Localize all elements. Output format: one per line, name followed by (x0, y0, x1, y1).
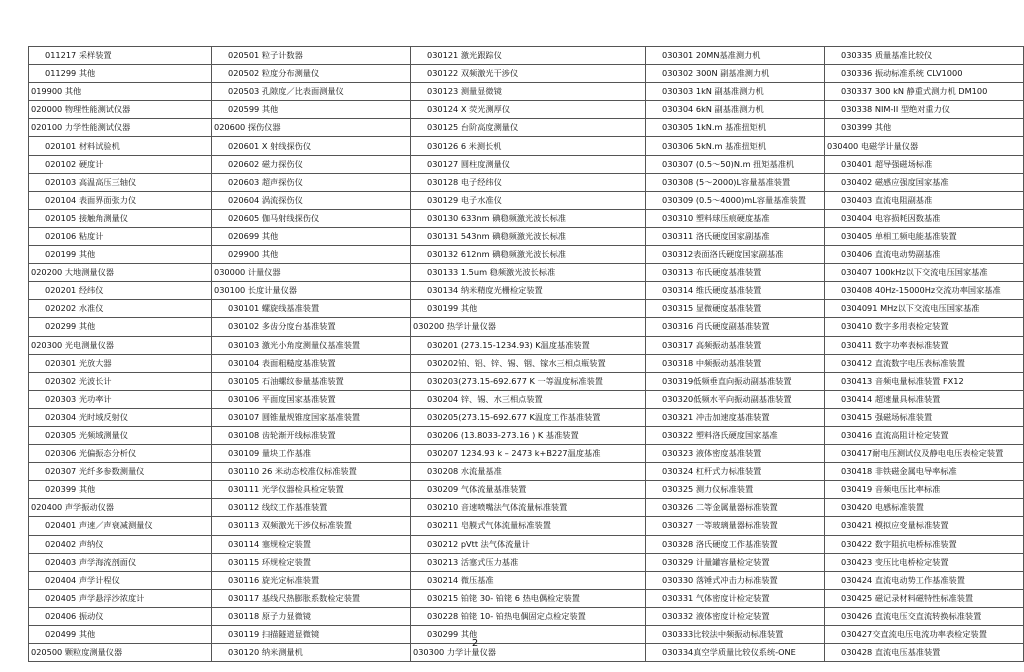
table-cell: 020604 涡流探伤仪 (212, 191, 411, 209)
table-cell: 030400 电磁学计量仪器 (825, 137, 1024, 155)
table-cell: 030420 电感标准装置 (825, 499, 1024, 517)
table-cell: 030301 20MN基准测力机 (646, 47, 825, 65)
table-row (29, 246, 1024, 264)
table-cell: 030326 二等金属量器标准装置 (646, 499, 825, 517)
table-row (29, 481, 1024, 499)
table-row (29, 445, 1024, 463)
table-row (29, 318, 1024, 336)
table-cell: 030102 多齿分度台基准装置 (212, 318, 411, 336)
table-cell: 020302 光波长计 (29, 372, 212, 390)
table-row (29, 517, 1024, 535)
table-cell: 030212 pVtt 法气体流量计 (411, 535, 646, 553)
table-cell: 030200 热学计量仪器 (411, 318, 646, 336)
instrument-code-table (28, 46, 1024, 662)
table-row (29, 571, 1024, 589)
table-cell: 030299 其他 (411, 626, 646, 644)
table-cell: 030413 音频电量标准装置 FX12 (825, 372, 1024, 390)
table-cell: 030117 基线尺热膨胀系数检定装置 (212, 589, 411, 607)
table-cell: 030205(273.15-692.677 K温度工作基准装置 (411, 408, 646, 426)
table-cell: 030112 线纹工作基准装置 (212, 499, 411, 517)
table-cell: 030311 洛氏硬度国家副基准 (646, 227, 825, 245)
table-cell: 020301 光放大器 (29, 354, 212, 372)
table-row (29, 83, 1024, 101)
table-cell: 030334真空学质量比较仪系统-ONE (646, 644, 825, 662)
table-cell: 030418 非铁磁金属电导率标准 (825, 463, 1024, 481)
table-cell: 030321 冲击加速度基准装置 (646, 408, 825, 426)
table-cell: 030121 激光跟踪仪 (411, 47, 646, 65)
table-cell: 020199 其他 (29, 246, 212, 264)
table-cell: 030412 直流数字电压表标准装置 (825, 354, 1024, 372)
table-cell: 030408 40Hz-15000Hz交流功率国家基准 (825, 282, 1024, 300)
table-cell: 030124 X 荧光测厚仪 (411, 101, 646, 119)
table-cell: 030130 633nm 碘稳频激光波长标准 (411, 209, 646, 227)
table-cell: 030422 数字阻抗电桥标准装置 (825, 535, 1024, 553)
table-row (29, 47, 1024, 65)
table-cell: 030330 落锤式冲击力标准装置 (646, 571, 825, 589)
table-cell: 011217 采样装置 (29, 47, 212, 65)
table-cell: 020304 光时域反射仪 (29, 408, 212, 426)
table-cell: 030000 计量仪器 (212, 264, 411, 282)
table-cell: 030416 直流高阻计检定装置 (825, 426, 1024, 444)
table-cell: 030310 塑料球压痕硬度基准 (646, 209, 825, 227)
table-cell: 030108 齿轮渐开线标准装置 (212, 426, 411, 444)
table-row (29, 607, 1024, 625)
table-row (29, 264, 1024, 282)
table-row (29, 137, 1024, 155)
table-cell: 030411 数字功率表标准装置 (825, 336, 1024, 354)
table-cell: 030128 电子经纬仪 (411, 173, 646, 191)
table-row (29, 390, 1024, 408)
table-cell: 030201 (273.15-1234.93) K温度基准装置 (411, 336, 646, 354)
table-cell: 030208 水流量基准 (411, 463, 646, 481)
table-cell: 020605 伽马射线探伤仪 (212, 209, 411, 227)
table-cell: 020102 硬度计 (29, 155, 212, 173)
table-cell: 030109 量块工作基准 (212, 445, 411, 463)
table-cell: 030327 一等玻璃量器标准装置 (646, 517, 825, 535)
table-cell: 030338 NIM-II 型绝对重力仪 (825, 101, 1024, 119)
table-cell: 020501 粒子计数器 (212, 47, 411, 65)
table-cell: 030228 铂铑 10- 铂热电偶固定点检定装置 (411, 607, 646, 625)
table-cell: 030309 (0.5～4000)mL容量基准装置 (646, 191, 825, 209)
table-cell: 030304 6kN 副基准测力机 (646, 101, 825, 119)
table-cell: 020401 声速／声衰减测量仪 (29, 517, 212, 535)
table-cell: 030419 音频电压比率标准 (825, 481, 1024, 499)
table-row (29, 119, 1024, 137)
table-cell: 0304091 MHz以下交流电压国家基准 (825, 300, 1024, 318)
table-cell: 020103 高温高压三轴仪 (29, 173, 212, 191)
table-cell: 030120 纳米测量机 (212, 644, 411, 662)
table-row (29, 209, 1024, 227)
table-cell: 030302 300N 副基准测力机 (646, 65, 825, 83)
table-row (29, 173, 1024, 191)
table-cell: 030202铂、铝、锌、锡、铟、镓水三相点瓶装置 (411, 354, 646, 372)
table-cell: 030337 300 kN 静重式测力机 DM100 (825, 83, 1024, 101)
table-cell: 030206 (13.8033-273.16 ) K 基准装置 (411, 426, 646, 444)
table-cell: 030313 布氏硬度基准装置 (646, 264, 825, 282)
table-row (29, 535, 1024, 553)
table-cell: 030211 皂膜式气体流量标准装置 (411, 517, 646, 535)
table-cell: 020200 大地测量仪器 (29, 264, 212, 282)
table-cell: 020499 其他 (29, 626, 212, 644)
table-cell: 030325 测力仪标准装置 (646, 481, 825, 499)
table-cell: 030410 数字多用表检定装置 (825, 318, 1024, 336)
table-cell: 030209 气体流量基准装置 (411, 481, 646, 499)
table-cell: 020305 光频域测量仪 (29, 426, 212, 444)
table-cell: 030404 电容损耗因数基准 (825, 209, 1024, 227)
table-cell: 020105 接触角测量仪 (29, 209, 212, 227)
table-cell: 030214 微压基准 (411, 571, 646, 589)
table-cell: 030133 1.5um 稳频激光波长标准 (411, 264, 646, 282)
table-row (29, 553, 1024, 571)
table-cell: 020307 光纤多参数测量仪 (29, 463, 212, 481)
table-cell: 030129 电子水准仪 (411, 191, 646, 209)
table-cell: 030105 石油螺纹参量基准装置 (212, 372, 411, 390)
table-cell: 030399 其他 (825, 119, 1024, 137)
table-cell: 030421 模拟应变量标准装置 (825, 517, 1024, 535)
table-cell: 030303 1kN 副基准测力机 (646, 83, 825, 101)
table-cell: 030131 543nm 碘稳频激光波长标准 (411, 227, 646, 245)
table-cell: 030428 直流电压基准装置 (825, 644, 1024, 662)
table-cell: 030111 光学仪器检具检定装置 (212, 481, 411, 499)
table-cell: 030414 超速量具标准装置 (825, 390, 1024, 408)
table-cell: 030104 表面粗糙度基准装置 (212, 354, 411, 372)
table-row (29, 336, 1024, 354)
table-cell: 020299 其他 (29, 318, 212, 336)
table-row (29, 408, 1024, 426)
table-cell: 030116 旋光定标准装置 (212, 571, 411, 589)
table-cell: 030322 塑料洛氏硬度国家基准 (646, 426, 825, 444)
table-row (29, 589, 1024, 607)
table-cell: 020104 表面界面张力仪 (29, 191, 212, 209)
table-cell: 030319低频垂直向振动副基准装置 (646, 372, 825, 390)
table-cell: 030407 100kHz以下交流电压国家基准 (825, 264, 1024, 282)
table-cell: 030113 双频激光干涉仪标准装置 (212, 517, 411, 535)
table-cell: 020500 颗粒度测量仪器 (29, 644, 212, 662)
table-cell: 030427交直流电压电流功率表检定装置 (825, 626, 1024, 644)
table-cell: 020100 力学性能测试仪器 (29, 119, 212, 137)
table-cell: 030425 磁记录材料磁特性标准装置 (825, 589, 1024, 607)
table-cell: 030132 612nm 碘稳频激光波长标准 (411, 246, 646, 264)
table-cell: 030213 活塞式压力基准 (411, 553, 646, 571)
table-cell: 030300 力学计量仪器 (411, 644, 646, 662)
table-cell: 030134 纳米精度光栅检定装置 (411, 282, 646, 300)
table-cell: 020406 振动仪 (29, 607, 212, 625)
table-row (29, 300, 1024, 318)
table-cell: 020600 探伤仪器 (212, 119, 411, 137)
table-cell: 030415 强磁场标准装置 (825, 408, 1024, 426)
table-cell: 030204 锌、锡、水三相点装置 (411, 390, 646, 408)
table-cell: 030401 超导强磁场标准 (825, 155, 1024, 173)
table-cell: 030332 液体密度计检定装置 (646, 607, 825, 625)
table-cell: 030405 单相工频电能基准装置 (825, 227, 1024, 245)
table-cell: 030307 (0.5～50)N.m 扭矩基准机 (646, 155, 825, 173)
table-cell: 030329 计量罐容量检定装置 (646, 553, 825, 571)
table-cell: 020306 光偏振态分析仪 (29, 445, 212, 463)
table-row (29, 372, 1024, 390)
table-cell: 020300 光电测量仪器 (29, 336, 212, 354)
table-cell: 020399 其他 (29, 481, 212, 499)
table-cell: 030335 质量基准比较仪 (825, 47, 1024, 65)
table-cell: 030316 肖氏硬度副基准装置 (646, 318, 825, 336)
table-cell: 030126 6 米测长机 (411, 137, 646, 155)
table-cell: 030100 长度计量仪器 (212, 282, 411, 300)
table-cell: 030127 圆柱度测量仪 (411, 155, 646, 173)
table-cell: 020405 声学悬浮沙浓度计 (29, 589, 212, 607)
table-row (29, 101, 1024, 119)
table-cell: 011299 其他 (29, 65, 212, 83)
table-cell: 030424 直流电动势工作基准装置 (825, 571, 1024, 589)
table-cell: 020601 X 射线探伤仪 (212, 137, 411, 155)
table-row (29, 282, 1024, 300)
page-number: 2 (471, 638, 479, 649)
table-row (29, 463, 1024, 481)
table-row (29, 426, 1024, 444)
table-cell: 029900 其他 (212, 246, 411, 264)
table-cell: 030323 液体密度基准装置 (646, 445, 825, 463)
table-cell: 030320低频水平向振动副基准装置 (646, 390, 825, 408)
table-cell: 019900 其他 (29, 83, 212, 101)
table-cell: 030101 螺旋线基准装置 (212, 300, 411, 318)
table-row (29, 499, 1024, 517)
table-cell: 020602 磁力探伤仪 (212, 155, 411, 173)
table-cell: 020603 超声探伤仪 (212, 173, 411, 191)
table-row (29, 65, 1024, 83)
table-cell: 020400 声学振动仪器 (29, 499, 212, 517)
table-cell: 030122 双频激光干涉仪 (411, 65, 646, 83)
table-cell: 030426 直流电压交直流转换标准装置 (825, 607, 1024, 625)
table-cell: 030336 振动标准系统 CLV1000 (825, 65, 1024, 83)
table-cell: 030110 26 米动态校准仪标准装置 (212, 463, 411, 481)
table-cell: 030402 磁感应强度国家基准 (825, 173, 1024, 191)
table-cell: 030118 原子力显微镜 (212, 607, 411, 625)
table-cell: 030107 圆锥量规锥度国家基准装置 (212, 408, 411, 426)
table-body (29, 47, 1024, 662)
table-cell: 030318 中频振动基准装置 (646, 354, 825, 372)
table-cell: 030317 高频振动基准装置 (646, 336, 825, 354)
table-cell: 020303 光功率计 (29, 390, 212, 408)
table-row (29, 227, 1024, 245)
table-cell: 030210 音速喷嘴法气体流量标准装置 (411, 499, 646, 517)
table-row (29, 191, 1024, 209)
table-cell: 020202 水准仪 (29, 300, 212, 318)
table-cell: 030215 铂铑 30- 铂铑 6 热电偶检定装置 (411, 589, 646, 607)
table-cell: 030333比较法中频振动标准装置 (646, 626, 825, 644)
table-cell: 020201 经纬仪 (29, 282, 212, 300)
table-cell: 030312表面洛氏硬度国家副基准 (646, 246, 825, 264)
table-cell: 030423 变压比电桥检定装置 (825, 553, 1024, 571)
table-cell: 030305 1kN.m 基准扭矩机 (646, 119, 825, 137)
table-cell: 030315 显微硬度基准装置 (646, 300, 825, 318)
table-cell: 030199 其他 (411, 300, 646, 318)
table-cell: 030403 直流电阻副基准 (825, 191, 1024, 209)
table-cell: 030103 激光小角度测量仪基准装置 (212, 336, 411, 354)
table-cell: 030308 (5～2000)L容量基准装置 (646, 173, 825, 191)
table-cell: 030331 气体密度计检定装置 (646, 589, 825, 607)
table-cell: 030328 洛氏硬度工作基准装置 (646, 535, 825, 553)
table-cell: 020599 其他 (212, 101, 411, 119)
table-cell: 030106 平面度国家基准装置 (212, 390, 411, 408)
table-cell: 020101 材料试验机 (29, 137, 212, 155)
table-cell: 020503 孔隙度／比表面测量仪 (212, 83, 411, 101)
table-cell: 030406 直流电动势副基准 (825, 246, 1024, 264)
table-cell: 020106 粘度计 (29, 227, 212, 245)
table-cell: 030125 台阶高度测量仪 (411, 119, 646, 137)
table-cell: 020402 声纳仪 (29, 535, 212, 553)
table-cell: 020699 其他 (212, 227, 411, 245)
table-cell: 030324 杠杆式力标准装置 (646, 463, 825, 481)
table-cell: 030306 5kN.m 基准扭矩机 (646, 137, 825, 155)
table-cell: 020000 物理性能测试仪器 (29, 101, 212, 119)
table-cell: 030417耐电压测试仪及静电电压表检定装置 (825, 445, 1024, 463)
table-cell: 030203(273.15-692.677 K 一等温度标准装置 (411, 372, 646, 390)
table-row (29, 354, 1024, 372)
table-cell: 030115 环规检定装置 (212, 553, 411, 571)
table-cell: 030114 塞规检定装置 (212, 535, 411, 553)
table-cell: 030119 扫描隧道显微镜 (212, 626, 411, 644)
table-cell: 020403 声学海流剖面仪 (29, 553, 212, 571)
table-cell: 020502 粒度分布测量仪 (212, 65, 411, 83)
table-cell: 030314 维氏硬度基准装置 (646, 282, 825, 300)
table-row (29, 155, 1024, 173)
table-cell: 020404 声学计程仪 (29, 571, 212, 589)
table-cell: 030123 测量显微镜 (411, 83, 646, 101)
table-cell: 030207 1234.93 k – 2473 k+B227温度基准 (411, 445, 646, 463)
